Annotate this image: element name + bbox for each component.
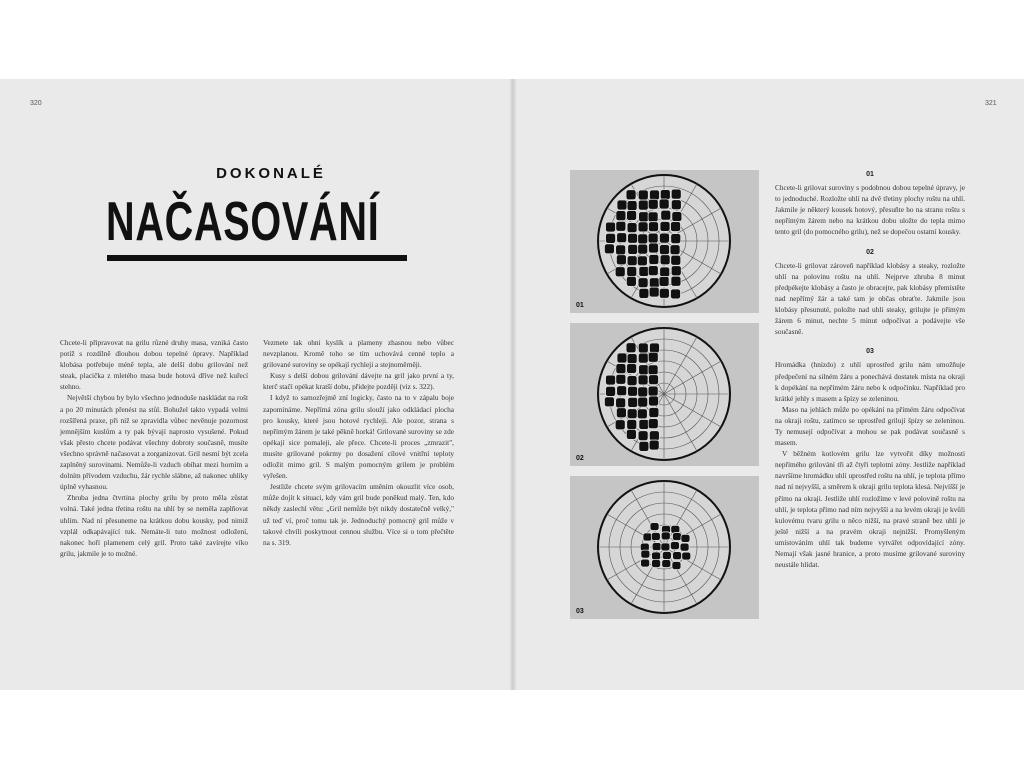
coal-briquette xyxy=(604,397,614,407)
coal-briquette xyxy=(652,559,661,567)
coal-briquette xyxy=(617,200,627,210)
coal-briquette xyxy=(662,560,671,568)
coal-briquette xyxy=(616,245,626,255)
coal-briquette xyxy=(616,221,626,231)
right-text-column xyxy=(775,169,965,570)
coal-briquette xyxy=(616,398,626,408)
coal-briquette xyxy=(628,233,638,243)
coal-briquette xyxy=(639,266,649,276)
coal-briquette xyxy=(627,409,637,419)
coal-briquette xyxy=(661,543,670,551)
coal-briquette xyxy=(638,222,648,232)
section-number: 01 xyxy=(866,171,874,178)
paragraph: Chcete-li grilovat suroviny s podobnou dobou tepelné úpravy, je to jednoduché. Rozložte uhlí na dvě třetiny plochy roštu na uhlí. Jakmile je některý kousek hotový, přesuňte ho na stranu roštu s nepřímým žárem nebo na krátkou dobu uložte do tepla mimo tento gril (do pomocného grilu), než se dopečou ostatní kousky. xyxy=(775,183,965,237)
coal-briquette xyxy=(606,222,616,232)
coal-briquette xyxy=(671,189,681,199)
coal-briquette xyxy=(681,534,690,542)
page-number-right: 321 xyxy=(985,100,997,107)
coal-briquette xyxy=(648,233,658,243)
book-spread xyxy=(0,79,1024,690)
coal-briquette xyxy=(626,190,636,200)
coal-briquette xyxy=(648,199,658,209)
page-number-left: 320 xyxy=(30,100,42,107)
page-title: NAČASOVÁNÍ xyxy=(106,190,380,252)
coal-briquette xyxy=(616,408,626,418)
coal-briquette xyxy=(672,533,681,541)
diagram-label: 01 xyxy=(576,302,584,309)
left-text-column-1 xyxy=(60,337,248,559)
coal-briquette xyxy=(638,353,648,363)
coal-briquette xyxy=(648,386,658,396)
coal-briquette xyxy=(627,201,637,211)
coal-briquette xyxy=(650,523,659,531)
coal-briquette xyxy=(639,441,649,451)
coal-briquette xyxy=(638,387,648,397)
coal-briquette xyxy=(649,440,659,450)
coal-briquette xyxy=(639,288,649,298)
coal-briquette xyxy=(652,543,661,551)
coal-briquette xyxy=(649,222,659,232)
coal-briquette xyxy=(649,407,659,417)
grill-top-view xyxy=(570,323,759,466)
coal-briquette xyxy=(682,552,691,560)
coal-briquette xyxy=(606,233,616,243)
coal-briquette xyxy=(649,343,659,353)
coal-briquette xyxy=(643,533,652,541)
title-underline xyxy=(107,255,407,261)
coal-briquette xyxy=(671,234,681,244)
coal-briquette xyxy=(659,288,669,298)
coal-briquette xyxy=(606,375,616,385)
coal-briquette xyxy=(670,542,679,550)
coal-briquette xyxy=(660,221,670,231)
book-gutter xyxy=(510,79,516,690)
coal-briquette xyxy=(671,266,681,276)
coal-briquette xyxy=(604,244,614,254)
coal-briquette xyxy=(672,561,681,569)
diagram-label: 02 xyxy=(576,455,584,462)
left-text-column-2 xyxy=(263,337,454,548)
coal-briquette xyxy=(661,210,671,220)
coal-briquette xyxy=(617,233,627,243)
grill-diagram-1 xyxy=(570,170,759,313)
coal-briquette xyxy=(638,278,648,288)
coal-briquette xyxy=(638,397,648,407)
coal-briquette xyxy=(627,266,637,276)
coal-briquette xyxy=(638,234,648,244)
coal-briquette xyxy=(648,419,658,429)
coal-briquette xyxy=(670,245,680,255)
paragraph: V běžném kotlovém grilu lze vytvořit díky možnosti nepřímého grilování tři až čtyři teplotní zóny. Jestliže například navršíme hromádku uhlí uprostřed roštu na uhlí, je teplota přímo nad ní nejvyšší, a směrem k okraji grilu teplota klesá. Nejvíšší je přímo na okraji. Jestliže uhlí rozložíme v levé polovině roštu na uhlí, je teplota přímo nad ním nejvyšší a na levém okraji je kvůli kulovému tvaru grilu o něco nižší, na pravé straně bez uhlí je ještě nižší a na pravém okraji nejnižší. Promyšleným umístováním uhlí tak budeme vytvářet odpovídající zóny. Nemají však jasné hranice, a proto musíme grilované suroviny neustále hlídat. xyxy=(775,449,965,570)
coal-briquette xyxy=(648,212,658,222)
coal-briquette xyxy=(637,409,647,419)
coal-briquette xyxy=(616,255,626,265)
coal-briquette xyxy=(638,375,648,385)
paragraph: Maso na jehlách může po opékání na přímém žáru odpočívat na okraji roštu, zatímco se uprostřed grilují špízy se zeleninou. Ty nemusejí odpočívat a mohou se pak podávat současně s masem. xyxy=(775,404,965,448)
coal-briquette xyxy=(671,289,681,299)
coal-briquette xyxy=(627,210,637,220)
coal-briquette xyxy=(649,375,659,385)
coal-briquette xyxy=(626,276,636,286)
coal-briquette xyxy=(661,532,670,540)
paragraph: I když to samozřejmě zní logicky, často na to v zápalu boje zapomínáme. Nepřímá zóna grilu slouží jako odkládací plocha pro kousky, které jsou hotové rychleji. Ale pozor, strana s nepřímým žárem je také pěkně horká! Grilované suroviny se zde opékají sice pomaleji, ale přece. Chcete-li proces „zmrazit", musíte grilované pokrmy po dosažení cílové vnitřní teploty odložit mimo gril. S malým pomocným grilem je problém vyřešen. xyxy=(263,393,454,481)
title-small: DOKONALÉ xyxy=(216,165,326,182)
coal-briquette xyxy=(627,363,637,373)
coal-briquette xyxy=(627,376,637,386)
coal-briquette xyxy=(659,199,669,209)
section-number: 02 xyxy=(866,248,874,256)
coal-briquette xyxy=(626,429,636,439)
coal-briquette xyxy=(639,212,649,222)
coal-briquette xyxy=(671,222,681,232)
coal-briquette xyxy=(615,267,625,277)
grill-diagram-2 xyxy=(570,323,759,466)
coal-briquette xyxy=(616,211,626,221)
paragraph: Jestliže chcete svým grilovacím uměním okouzlit více osob, může dojít k situaci, kdy vám gril bude poněkud malý. Ten, kdo někdy zaslechl větu: „Gril nemůže být nikdy dostatečně velký," už teď ví, proč tomu tak je. Jednoduchý pomocný gril může v takové chvíli poskytnout cennou službu. Více si o tom přečtěte na s. 319. xyxy=(263,482,454,547)
grill-top-view xyxy=(570,476,759,619)
paragraph: Kusy s delší dobou grilování dávejte na gril jako první a ty, kterč stačí opékat kratší dobu, přidejte později (viz s. 322). xyxy=(263,371,454,392)
coal-briquette xyxy=(615,420,625,430)
coal-briquette xyxy=(627,419,637,429)
coal-briquette xyxy=(638,343,648,353)
coal-briquette xyxy=(628,244,638,254)
coal-briquette xyxy=(660,255,670,265)
coal-briquette xyxy=(671,200,681,210)
coal-briquette xyxy=(627,354,637,364)
paragraph: Chcete-li grilovat zároveň například klobásy a steaky, rozložte uhlí na polovinu roštu na uhlí. Nejprve zhruba 8 minut předpékejte klobásy a často je obracejte, pak klobásy přemístěte nad nepřímý žár a také tam je občas obraťte. Jakmile jsou klobásy přesunuté, položte nad uhlí steaky, grilujte je přímým žárem 6 minut, nechte 5 minut odpočívat a podávejte vše současně. xyxy=(775,260,965,337)
coal-briquette xyxy=(638,190,648,200)
coal-briquette xyxy=(649,243,659,253)
coal-briquette xyxy=(660,267,670,277)
coal-briquette xyxy=(648,266,658,276)
paragraph: Vezmete tak ohni kyslík a plameny zhasnou nebo vůbec nevzplanou. Kromě toho se tím uchovává cenné teplo a grilované suroviny se opékají rychleji a stejnoměrněji. xyxy=(263,338,454,370)
coal-briquette xyxy=(649,287,659,297)
coal-briquette xyxy=(628,397,638,407)
paragraph: Hromádka (hnízdo) z uhlí uprostřed grilu nám umožňuje předpečení na silném žáru a ponechává dostatek místa na okraji k dopékání na nepřímém žáru nebo k odpočinku. Například pro krátké jehly s masem a špízy se zeleninou. xyxy=(775,360,965,403)
coal-briquette xyxy=(673,552,682,560)
coal-briquette xyxy=(626,343,636,353)
coal-briquette xyxy=(617,353,627,363)
coal-briquette xyxy=(649,254,659,264)
coal-briquette xyxy=(637,256,647,266)
coal-briquette xyxy=(638,200,648,210)
diagram-label: 03 xyxy=(576,608,584,615)
coal-briquette xyxy=(652,552,661,560)
coal-briquette xyxy=(662,551,671,559)
coal-briquette xyxy=(617,386,627,396)
section-number: 03 xyxy=(866,348,874,356)
paragraph: Chcete-li připravovat na grilu různé druhy masa, vzniká často potíž s rozdílně dlouhou dobou tepelné úpravy. Například klobása potřebuje méně tepla, ale delší dobu grilování než steak, placička z mletého masa bude hotová dříve než kuřecí stehno. xyxy=(60,338,248,392)
coal-briquette xyxy=(627,256,637,266)
coal-briquette xyxy=(649,278,659,288)
coal-briquette xyxy=(659,245,669,255)
coal-briquette xyxy=(671,255,681,265)
coal-briquette xyxy=(659,276,669,286)
coal-briquette xyxy=(671,276,681,286)
grill-diagram-3 xyxy=(570,476,759,619)
coal-briquette xyxy=(649,431,659,441)
coal-briquette xyxy=(616,374,626,384)
coal-briquette xyxy=(651,532,660,540)
coal-briquette xyxy=(659,233,669,243)
coal-briquette xyxy=(638,244,648,254)
coal-briquette xyxy=(639,365,649,375)
coal-briquette xyxy=(639,419,649,429)
coal-briquette xyxy=(627,223,637,233)
coal-briquette xyxy=(648,352,658,362)
coal-briquette xyxy=(660,190,670,200)
coal-briquette xyxy=(628,386,638,396)
grill-top-view xyxy=(570,170,759,313)
coal-briquette xyxy=(638,431,648,441)
paragraph: Největší chybou by bylo všechno jednoduše naskládat na rošt a po 20 minutách přenést na stůl. Bohužel takto vypadá velmi rozšířená praxe, při níž se zpravidla vůbec nevěnuje pozornost jemnějším kuslům a ty pak bývají naprosto vysušené. Pokud však přesto chcete podávat všechny dobroty současně, musíte všechno správně načasovat a zorganizovat. Gril nesmí být zcela zaplněný surovinami. Nemůže-li vzduch obíhat mezi horním a dolním přívodem vzduchu, žár rychle slábne, až nakonec uhlíky úplně vyhasnou. xyxy=(60,393,248,492)
coal-briquette xyxy=(649,190,659,200)
coal-briquette xyxy=(616,364,626,374)
coal-briquette xyxy=(672,212,682,222)
coal-briquette xyxy=(606,386,616,396)
paragraph: Zhruba jedna čtvrtina plochy grilu by proto měla zůstat volná. Také jedna třetina roštu na uhlí by se neměla zaplňovat uhlím. Nad ní přesuneme na krátkou dobu kousky, pod nimiž vzplál odkapávající tuk. Nemáte-li tuto možnost odložení, nakonec hoří plamenem celý gril. Proto také zavírejte víko grilu, jakmile je to možné. xyxy=(60,493,248,558)
coal-briquette xyxy=(680,543,689,551)
coal-briquette xyxy=(641,550,650,558)
coal-briquette xyxy=(648,365,658,375)
coal-briquette xyxy=(649,396,659,406)
coal-briquette xyxy=(641,559,650,567)
